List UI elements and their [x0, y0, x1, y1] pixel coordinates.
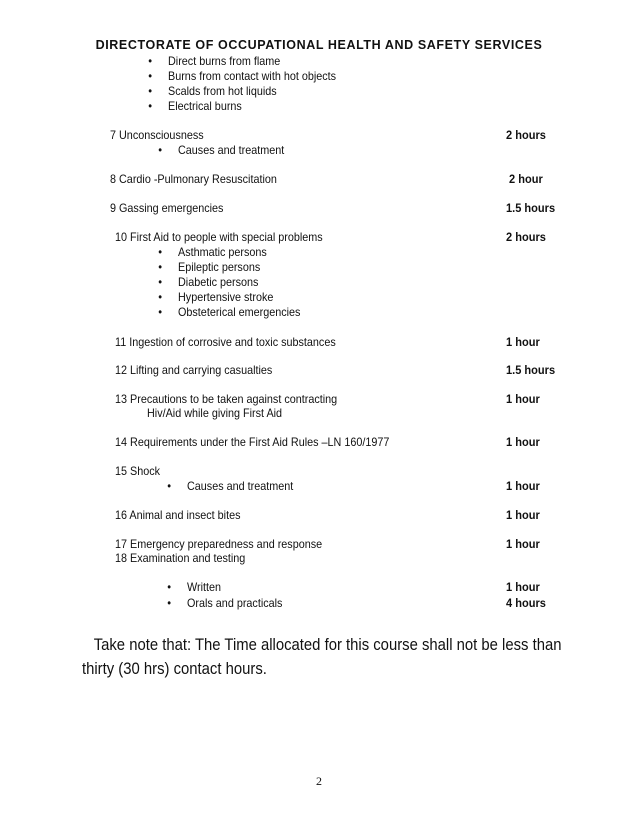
item-18-label: 18 Examination and testing — [115, 551, 246, 565]
item-12-hours: 1.5 hours — [506, 363, 556, 377]
item-12-label: 12 Lifting and carrying casualties — [115, 363, 273, 377]
item-13-label-cont: Hiv/Aid while giving First Aid — [147, 406, 283, 420]
page-number: 2 — [316, 774, 322, 788]
list-item: • Causes and treatment — [187, 479, 293, 493]
item-18-hours-orals: 4 hours — [506, 596, 546, 610]
item-14-hours: 1 hour — [506, 435, 540, 449]
page-header: DIRECTORATE OF OCCUPATIONAL HEALTH AND SAFETY SERVICES — [95, 38, 543, 52]
list-item: • Asthmatic persons — [178, 245, 267, 259]
list-item: • Written — [187, 580, 221, 594]
list-item: • Epileptic persons — [178, 260, 260, 274]
list-item: • Causes and treatment — [178, 143, 284, 157]
item-13-label: 13 Precautions to be taken against contracting — [115, 392, 338, 406]
list-item: • Obsteterical emergencies — [178, 305, 300, 319]
list-item: • Orals and practicals — [187, 596, 282, 610]
course-note: Take note that: The Time allocated for this course shall not be less than thirty (30 hrs) contact hours. — [82, 636, 562, 678]
item-7-label: 7 Unconsciousness — [110, 128, 204, 142]
list-item: • Hypertensive stroke — [178, 290, 273, 304]
item-11-label: 11 Ingestion of corrosive and toxic substances — [115, 335, 336, 349]
item-10-label: 10 First Aid to people with special problems — [115, 230, 323, 244]
item-13-hours: 1 hour — [506, 392, 540, 406]
list-item: • Direct burns from flame — [168, 54, 280, 68]
item-9-hours: 1.5 hours — [506, 201, 556, 215]
item-8-label: 8 Cardio -Pulmonary Resuscitation — [110, 172, 277, 186]
item-17-hours: 1 hour — [506, 537, 540, 551]
item-7-hours: 2 hours — [506, 128, 546, 142]
item-14-label: 14 Requirements under the First Aid Rules –LN 160/1977 — [115, 435, 390, 449]
item-18-hours-written: 1 hour — [506, 580, 540, 594]
item-16-hours: 1 hour — [506, 508, 540, 522]
list-item: • Burns from contact with hot objects — [168, 69, 336, 83]
list-item: • Electrical burns — [168, 99, 242, 113]
item-10-hours: 2 hours — [506, 230, 546, 244]
item-16-label: 16 Animal and insect bites — [115, 508, 241, 522]
item-15-label: 15 Shock — [115, 464, 161, 478]
list-item: • Diabetic persons — [178, 275, 258, 289]
list-item: • Scalds from hot liquids — [168, 84, 277, 98]
item-11-hours: 1 hour — [506, 335, 540, 349]
item-17-label: 17 Emergency preparedness and response — [115, 537, 323, 551]
item-15-hours: 1 hour — [506, 479, 540, 493]
item-9-label: 9 Gassing emergencies — [110, 201, 224, 215]
item-8-hours: 2 hour — [509, 172, 543, 186]
